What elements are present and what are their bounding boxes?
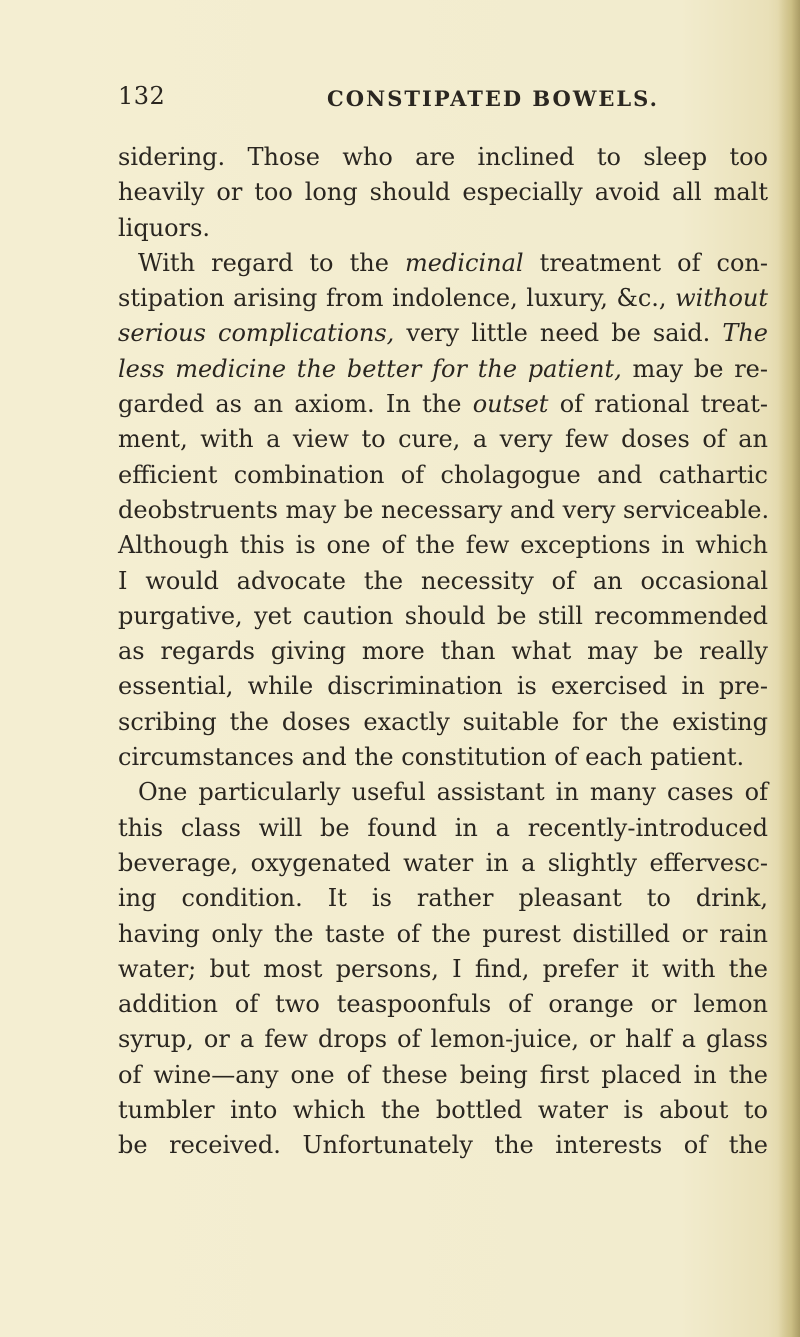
text-segment: be received. Unfortunately the interests of the <box>118 1131 768 1160</box>
text-line <box>118 1022 768 1057</box>
text-segment: ment, with a view to cure, a very few doses of an <box>118 425 768 454</box>
text-segment: having only the taste of the purest distilled or rain <box>118 919 768 948</box>
italic-text: less medicine the better for the patient, <box>118 354 622 383</box>
text-segment: this class will be found in a recently-introduced <box>118 813 768 842</box>
text-segment: heavily or too long should especially avoid all malt <box>118 178 768 207</box>
text-line <box>118 281 768 316</box>
body-text <box>118 140 768 1164</box>
text-line <box>118 952 768 987</box>
text-segment: very little need be said. <box>394 319 723 348</box>
text-line <box>118 669 768 704</box>
text-line <box>118 599 768 634</box>
text-segment: addition of two teaspoonfuls of orange or lemon <box>118 990 768 1019</box>
text-segment: sidering. Those who are inclined to sleep too <box>118 143 768 171</box>
text-line <box>118 917 768 952</box>
text-line <box>118 811 768 846</box>
italic-text: serious complications, <box>118 319 395 348</box>
text-segment: liquors. <box>118 213 211 242</box>
italic-text: without <box>675 284 768 313</box>
text-segment: deobstruents may be necessary and very serviceable. <box>118 495 770 524</box>
text-line <box>118 634 768 669</box>
italic-text: medicinal <box>405 248 524 277</box>
text-line <box>118 528 768 563</box>
text-line <box>118 246 768 281</box>
text-line <box>118 458 768 493</box>
text-line <box>118 564 768 599</box>
text-line <box>118 705 768 740</box>
text-line <box>118 987 768 1022</box>
text-segment: One particularly useful assistant in many cases of <box>138 778 768 807</box>
text-segment: efficient combination of cholagogue and cathartic <box>118 460 768 489</box>
page-number: 132 <box>118 82 166 110</box>
running-head: CONSTIPATED BOWELS. <box>327 86 659 111</box>
text-segment: purgative, yet caution should be still recommended <box>118 601 768 630</box>
text-line <box>118 211 768 246</box>
text-segment: scribing the doses exactly suitable for the existing <box>118 707 768 736</box>
text-segment: I would advocate the necessity of an occasional <box>118 566 768 595</box>
text-line <box>118 775 768 810</box>
text-line <box>118 316 768 351</box>
text-segment: ing condition. It is rather pleasant to drink, <box>118 884 768 913</box>
text-segment: With regard to the <box>138 248 406 277</box>
text-segment: may be re- <box>621 354 768 383</box>
text-line <box>118 846 768 881</box>
text-line <box>118 140 768 175</box>
text-segment: treatment of con- <box>523 248 769 277</box>
italic-text: The <box>722 319 769 348</box>
text-segment: essential, while discrimination is exercised in pre- <box>118 672 768 701</box>
text-line <box>118 493 768 528</box>
text-segment: tumbler into which the bottled water is about to <box>118 1096 768 1125</box>
text-line <box>118 881 768 916</box>
italic-text: outset <box>472 390 549 419</box>
text-segment: beverage, oxygenated water in a slightly effervesc- <box>118 848 768 877</box>
text-line <box>118 1128 768 1163</box>
text-segment: of rational treat- <box>548 390 768 419</box>
text-segment: syrup, or a few drops of lemon-juice, or half a glass <box>118 1025 768 1054</box>
text-line <box>118 175 768 210</box>
text-segment: as regards giving more than what may be really <box>118 637 768 666</box>
text-segment: water; but most persons, I find, prefer it with the <box>118 954 768 983</box>
text-segment: of wine—any one of these being first placed in the <box>118 1060 768 1089</box>
text-line <box>118 422 768 457</box>
text-line <box>118 1058 768 1093</box>
text-segment: circumstances and the constitution of each patient. <box>118 743 745 772</box>
text-segment: Although this is one of the few exceptions in which <box>118 531 768 560</box>
text-line <box>118 352 768 387</box>
text-line <box>118 387 768 422</box>
page-edge-shadow <box>778 0 800 1337</box>
text-line <box>118 1093 768 1128</box>
text-line <box>118 740 768 775</box>
text-segment: garded as an axiom. In the <box>118 390 473 419</box>
text-segment: stipation arising from indolence, luxury, &c., <box>118 284 676 313</box>
